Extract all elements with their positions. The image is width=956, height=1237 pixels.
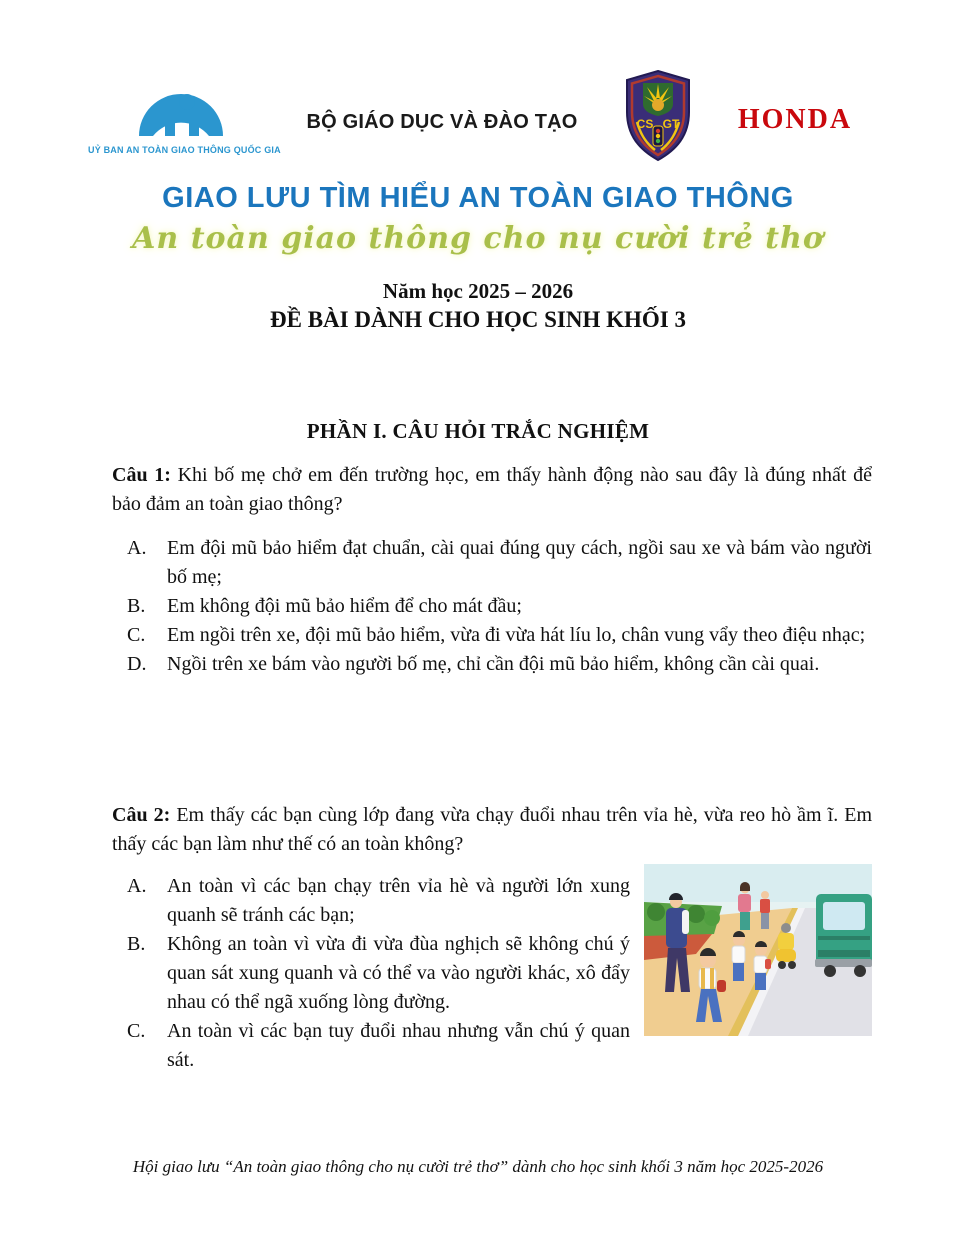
section-heading: PHẦN I. CÂU HỎI TRẮC NGHIỆM — [306, 419, 650, 443]
question-2-text: Câu 2: Em thấy các bạn cùng lớp đang vừa chạy đuổi nhau trên vỉa hè, vừa reo hò ầm ĩ. Em thấy các bạn làm như thế có an toàn không? — [112, 804, 873, 855]
option-text: An toàn vì các bạn chạy trên vỉa hè và người lớn xung quanh sẽ tránh các bạn; — [167, 875, 630, 926]
question-1-option-b — [127, 592, 872, 621]
question-1-label: Câu 1: — [112, 464, 171, 486]
option-letter: A. — [127, 537, 147, 559]
honda-logo: HONDA — [737, 104, 853, 135]
ministry-of-education-label: BỘ GIÁO DỤC VÀ ĐÀO TẠO — [306, 111, 578, 133]
option-letter: C. — [127, 1020, 146, 1042]
school-year-line: Năm học 2025 – 2026 — [382, 279, 574, 303]
option-text: Ngồi trên xe bám vào người bố mẹ, chỉ cần đội mũ bảo hiểm, không cần cài quai. — [167, 653, 820, 675]
question-1-option-a — [127, 534, 872, 592]
option-letter: C. — [127, 624, 146, 646]
national-traffic-safety-committee-logo — [88, 84, 281, 155]
question-2 — [112, 801, 872, 1075]
ntsc-arch-person-icon — [131, 84, 231, 138]
csgt-police-badge — [623, 70, 693, 167]
option-text: Em đội mũ bảo hiểm đạt chuẩn, cài quai đúng quy cách, ngồi sau xe và bám vào người bố mẹ; — [167, 537, 872, 588]
svg-text:CS: CS — [636, 117, 654, 131]
question-1-text: Câu 1: Khi bố mẹ chở em đến trường học, em thấy hành động nào sau đây là đúng nhất để bảo đảm an toàn giao thông? — [112, 464, 873, 515]
question-2-illustration — [644, 864, 872, 1036]
green-truck — [815, 894, 872, 977]
option-letter: A. — [127, 875, 147, 897]
option-text: Em không đội mũ bảo hiểm để cho mát đầu; — [167, 595, 522, 617]
csgt-shield-icon — [623, 70, 693, 162]
question-1-options — [127, 534, 872, 679]
option-letter: B. — [127, 933, 146, 955]
option-letter: B. — [127, 595, 146, 617]
option-text: Không an toàn vì vừa đi vừa đùa nghịch sẽ không chú ý quan sát xung quanh và có thể va vào người khác, xô đẩy nhau có thể ngã xuống lòng đường. — [167, 933, 630, 1013]
question-1-option-c — [127, 621, 872, 650]
svg-text:GT: GT — [662, 117, 680, 131]
option-text: Em ngồi trên xe, đội mũ bảo hiểm, vừa đi vừa hát líu lo, chân vung vẩy theo điệu nhạc; — [167, 624, 866, 646]
page-footer: Hội giao lưu “An toàn giao thông cho nụ cười trẻ thơ” dành cho học sinh khối 3 năm học 2025-2026 — [132, 1157, 824, 1176]
question-2-options — [127, 872, 872, 1075]
exam-grade-line: ĐỀ BÀI DÀNH CHO HỌC SINH KHỐI 3 — [270, 307, 686, 332]
option-text: An toàn vì các bạn tuy đuổi nhau nhưng vẫn chú ý quan sát. — [167, 1020, 630, 1071]
option-letter: D. — [127, 653, 147, 675]
pedestrian-red-shirt — [760, 891, 770, 929]
contest-slogan: An toàn giao thông cho nụ cười trẻ thơ — [132, 221, 824, 256]
question-2-label: Câu 2: — [112, 804, 171, 826]
contest-main-title: GIAO LƯU TÌM HIỂU AN TOÀN GIAO THÔNG — [162, 182, 794, 214]
ntsc-caption: UỶ BAN AN TOÀN GIAO THÔNG QUỐC GIA — [88, 145, 281, 155]
question-1 — [112, 461, 872, 679]
question-1-option-d — [127, 650, 872, 679]
